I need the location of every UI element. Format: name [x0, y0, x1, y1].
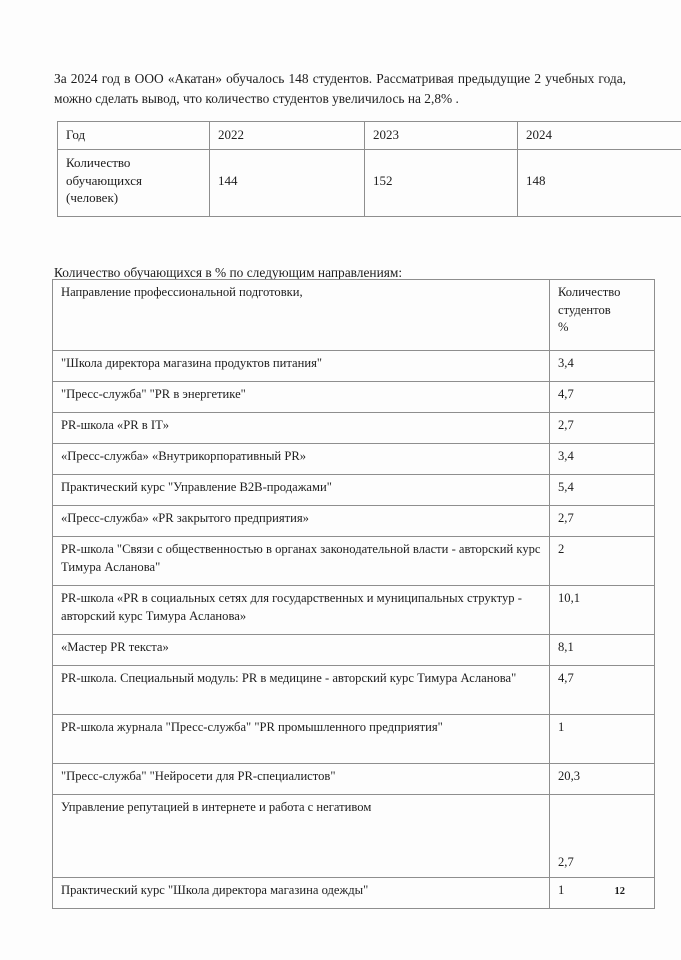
directions-header-name: Направление профессиональной подготовки, [53, 280, 550, 351]
direction-value: 5,4 [550, 475, 655, 506]
directions-header-value-line1: Количество [558, 285, 621, 299]
direction-value: 2 [550, 537, 655, 586]
direction-name: PR-школа «PR в IT» [53, 413, 550, 444]
table-row [53, 878, 655, 909]
years-table-year-2023: 2023 [365, 122, 518, 150]
years-table-count-2023: 152 [365, 150, 518, 217]
direction-name: «Пресс-служба» «PR закрытого предприятия» [53, 506, 550, 537]
years-table-label-year: Год [58, 122, 210, 150]
directions-subtitle: Количество обучающихся в % по следующим направлениям: [54, 265, 403, 281]
direction-name: PR-школа «PR в социальных сетях для государственных и муниципальных структур - авторский курс Тимура Асланова» [53, 586, 550, 635]
direction-value: 3,4 [550, 351, 655, 382]
direction-value: 8,1 [550, 635, 655, 666]
table-row [53, 382, 655, 413]
table-row [58, 150, 681, 217]
years-table-label-count-line3: (человек) [66, 190, 119, 205]
direction-name: PR-школа. Специальный модуль: PR в медицине - авторский курс Тимура Асланова" [53, 666, 550, 715]
direction-name: "Пресс-служба" "PR в энергетике" [53, 382, 550, 413]
table-row [53, 715, 655, 764]
table-row [53, 506, 655, 537]
direction-value: 20,3 [550, 764, 655, 795]
years-table-label-count-line1: Количество [66, 155, 131, 170]
direction-name: "Пресс-служба" "Нейросети для PR-специалистов" [53, 764, 550, 795]
table-row [53, 413, 655, 444]
years-table-count-2022: 144 [210, 150, 365, 217]
table-row [53, 586, 655, 635]
page-number: 12 [614, 886, 625, 897]
direction-name: PR-школа журнала "Пресс-служба" "PR промышленного предприятия" [53, 715, 550, 764]
table-header-row [53, 280, 655, 351]
direction-value: 10,1 [550, 586, 655, 635]
years-table-count-2024: 148 [518, 150, 681, 217]
direction-name: Практический курс "Управление B2B-продажами" [53, 475, 550, 506]
direction-value: 4,7 [550, 666, 655, 715]
years-table-label-count [58, 150, 210, 217]
table-row [53, 444, 655, 475]
direction-name: «Мастер PR текста» [53, 635, 550, 666]
direction-value: 4,7 [550, 382, 655, 413]
table-row [53, 795, 655, 878]
direction-name: «Пресс-служба» «Внутрикорпоративный PR» [53, 444, 550, 475]
table-row [53, 666, 655, 715]
direction-value: 1 [550, 878, 655, 909]
direction-value: 2,7 [550, 413, 655, 444]
directions-table [52, 279, 655, 909]
direction-name: Практический курс "Школа директора магазина одежды" [53, 878, 550, 909]
direction-value: 2,7 [550, 795, 655, 878]
years-table [57, 121, 681, 217]
table-row [53, 475, 655, 506]
direction-value: 2,7 [550, 506, 655, 537]
years-table-label-count-line2: обучающихся [66, 172, 142, 188]
years-table-year-2022: 2022 [210, 122, 365, 150]
table-row [53, 537, 655, 586]
table-row [58, 122, 681, 150]
intro-paragraph: За 2024 год в ООО «Акатан» обучалось 148 студентов. Рассматривая предыдущие 2 учебных года, можно сделать вывод, что количество студентов увеличилось на 2,8% . [54, 71, 626, 106]
table-row [53, 635, 655, 666]
direction-value: 3,4 [550, 444, 655, 475]
directions-header-value-line3: % [558, 320, 569, 334]
table-row [53, 764, 655, 795]
table-row [53, 351, 655, 382]
directions-header-value [550, 280, 655, 351]
direction-name: "Школа директора магазина продуктов питания" [53, 351, 550, 382]
direction-name: Управление репутацией в интернете и работа с негативом [53, 795, 550, 878]
directions-header-value-line2: студентов [558, 302, 611, 317]
direction-name: PR-школа "Связи с общественностью в органах законодательной власти - авторский курс Тимура Асланова" [53, 537, 550, 586]
years-table-year-2024: 2024 [518, 122, 681, 150]
direction-value: 1 [550, 715, 655, 764]
